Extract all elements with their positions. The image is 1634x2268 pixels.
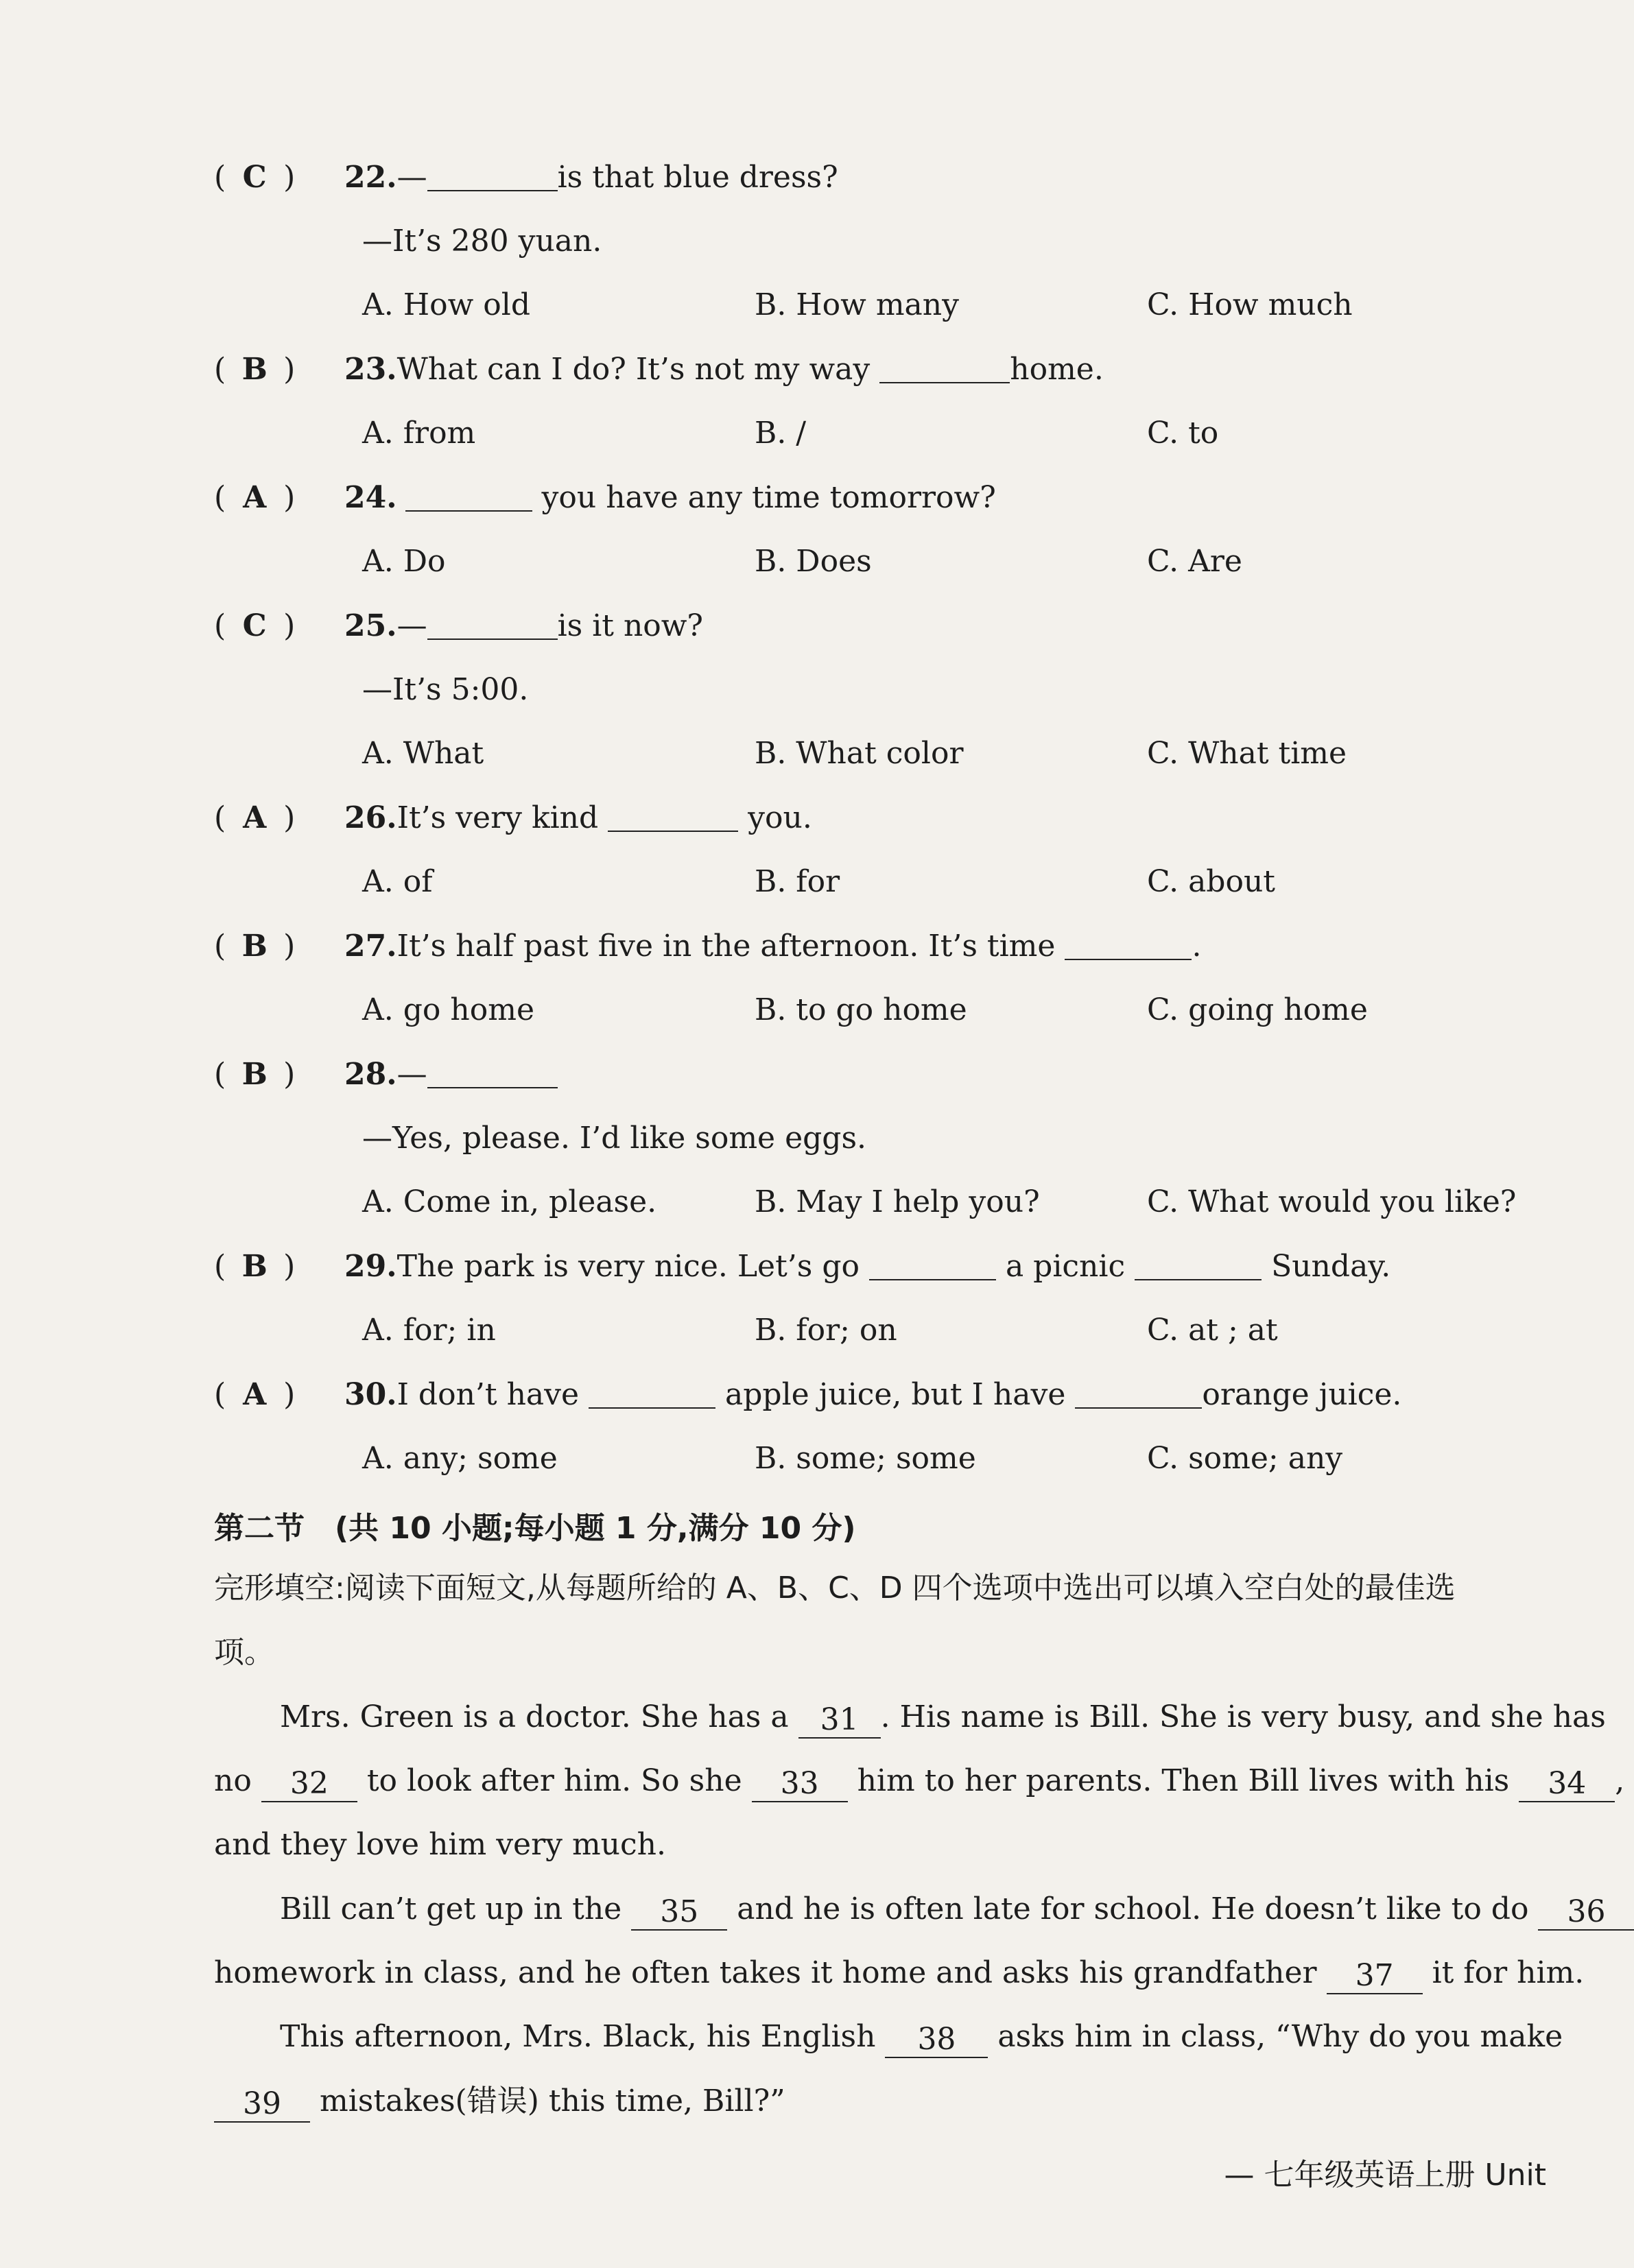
answer-blank xyxy=(608,800,738,832)
answer-mark: B xyxy=(241,352,268,387)
passage-line: 39 mistakes(错误) this time, Bill?” xyxy=(214,2081,785,2123)
passage-line: This afternoon, Mrs. Black, his English 38 asks him in class, “Why do you make xyxy=(280,2019,1563,2057)
answer-mark: B xyxy=(241,929,268,964)
option-b: B. May I help you? xyxy=(755,1184,1040,1219)
option-a: A. What xyxy=(362,736,484,771)
passage-line: Mrs. Green is a doctor. She has a 31 . His name is Bill. She is very busy, and she has xyxy=(280,1699,1606,1737)
cloze-blank-35: 35 xyxy=(631,1895,727,1931)
option-b: B. Does xyxy=(755,544,872,579)
answer-blank xyxy=(405,480,532,512)
option-b: B. What color xyxy=(755,736,964,771)
question-28: ( B ) 28.— xyxy=(214,1054,558,1095)
option-a: A. Do xyxy=(362,544,446,579)
answer-blank xyxy=(869,1249,996,1280)
answer-mark: C xyxy=(242,608,267,643)
option-c: C. What time xyxy=(1147,736,1347,771)
option-b: B. How many xyxy=(755,287,959,322)
answer-mark: A xyxy=(243,1377,267,1412)
cloze-blank-32: 32 xyxy=(261,1767,357,1802)
question-26: ( A ) 26.It’s very kind you. xyxy=(214,798,812,839)
option-a: A. from xyxy=(362,416,476,451)
option-b: B. for xyxy=(755,864,840,899)
option-a: A. go home xyxy=(362,992,534,1027)
option-c: C. at ; at xyxy=(1147,1313,1278,1348)
section-instruction-cont: 项。 xyxy=(214,1635,274,1670)
section-instruction: 完形填空:阅读下面短文,从每题所给的 A、B、C、D 四个选项中选出可以填入空白处的最佳选 xyxy=(214,1571,1456,1605)
question-23: ( B ) 23.What can I do? It’s not my way home. xyxy=(214,349,1104,390)
passage-line: Bill can’t get up in the 35 and he is often late for school. He doesn’t like to do 36 xyxy=(280,1889,1634,1931)
option-b: B. / xyxy=(755,416,807,451)
option-c: C. How much xyxy=(1147,287,1353,322)
answer-mark: B xyxy=(241,1057,268,1092)
option-b: B. to go home xyxy=(755,992,967,1027)
question-22: ( C ) 22.— is that blue dress? xyxy=(214,157,838,198)
option-c: C. about xyxy=(1147,864,1275,899)
option-a: A. Come in, please. xyxy=(362,1184,657,1219)
question-30: ( A ) 30.I don’t have apple juice, but I have orange juice. xyxy=(214,1374,1401,1416)
option-a: A. How old xyxy=(362,287,530,322)
cloze-blank-38: 38 xyxy=(885,2022,988,2058)
answer-mark: A xyxy=(243,480,267,515)
section-title: 第二节 (共 10 小题;每小题 1 分,满分 10 分) xyxy=(214,1511,856,1546)
answer-mark: B xyxy=(241,1249,268,1284)
question-22-reply: —It’s 280 yuan. xyxy=(362,224,602,259)
cloze-blank-36: 36 xyxy=(1538,1895,1634,1931)
answer-blank xyxy=(427,1057,558,1088)
answer-blank xyxy=(427,160,558,191)
question-29: ( B ) 29.The park is very nice. Let’s go a picnic Sunday. xyxy=(214,1246,1390,1287)
question-25-reply: —It’s 5:00. xyxy=(362,672,529,707)
option-c: C. What would you like? xyxy=(1147,1184,1517,1219)
option-c: C. to xyxy=(1147,416,1219,451)
cloze-blank-39: 39 xyxy=(214,2087,310,2123)
answer-blank xyxy=(879,352,1010,383)
answer-blank xyxy=(589,1377,715,1409)
question-24: ( A ) 24. you have any time tomorrow? xyxy=(214,477,996,518)
question-27: ( B ) 27.It’s half past five in the afternoon. It’s time . xyxy=(214,926,1201,967)
page-footer: — 七年级英语上册 Unit xyxy=(1224,2158,1546,2193)
question-28-reply: —Yes, please. I’d like some eggs. xyxy=(362,1121,867,1156)
question-25: ( C ) 25.— is it now? xyxy=(214,606,703,647)
option-b: B. some; some xyxy=(755,1441,976,1476)
cloze-blank-31: 31 xyxy=(798,1703,881,1739)
option-c: C. Are xyxy=(1147,544,1242,579)
passage-line: no 32 to look after him. So she 33 him to her parents. Then Bill lives with his 34 , xyxy=(214,1763,1625,1801)
option-a: A. any; some xyxy=(362,1441,558,1476)
option-a: A. of xyxy=(362,864,433,899)
answer-mark: A xyxy=(243,800,267,835)
answer-mark: C xyxy=(242,160,267,195)
cloze-blank-37: 37 xyxy=(1327,1959,1423,1994)
cloze-blank-33: 33 xyxy=(752,1767,848,1802)
passage-line: and they love him very much. xyxy=(214,1827,666,1862)
answer-blank xyxy=(1135,1249,1262,1280)
answer-blank xyxy=(1065,929,1192,960)
cloze-blank-34: 34 xyxy=(1519,1767,1615,1802)
option-a: A. for; in xyxy=(362,1313,496,1348)
answer-blank xyxy=(427,608,558,640)
passage-line: homework in class, and he often takes it home and asks his grandfather 37 it for him. xyxy=(214,1955,1585,1993)
option-b: B. for; on xyxy=(755,1313,897,1348)
option-c: C. going home xyxy=(1147,992,1368,1027)
option-c: C. some; any xyxy=(1147,1441,1343,1476)
answer-blank xyxy=(1075,1377,1202,1409)
